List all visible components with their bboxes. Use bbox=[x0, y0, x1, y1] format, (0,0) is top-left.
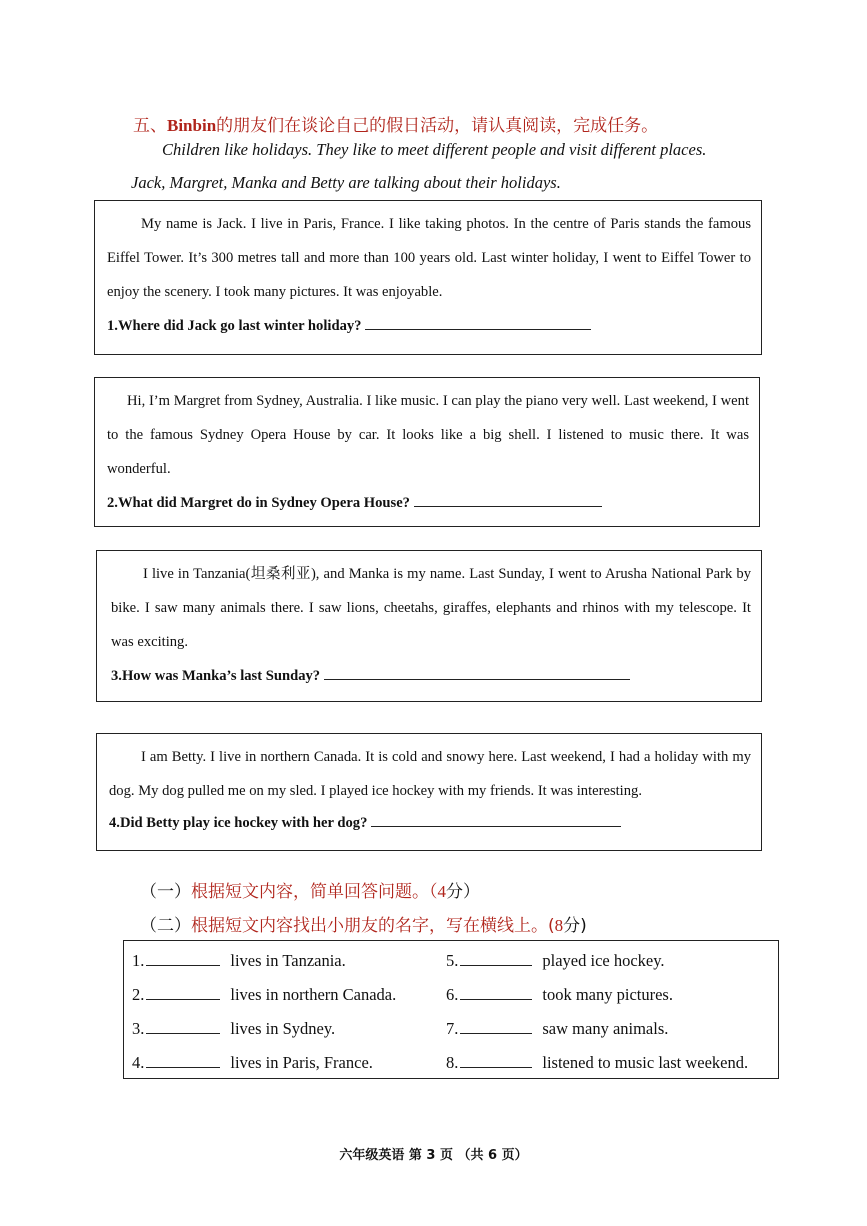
intro-line-2: Jack, Margret, Manka and Betty are talking about their holidays. bbox=[131, 173, 561, 192]
passage-text: Hi, I’m Margret from Sydney, Australia. I like music. I can play the piano very well. Last weekend, I went to the famous Sydney Opera House by car. It looks like a big shell. I listened to music there. It was wonderful. bbox=[107, 393, 749, 477]
question-text: 3.How was Manka’s last Sunday? bbox=[111, 668, 321, 684]
name-match-box bbox=[123, 940, 779, 1079]
item-number: 4. bbox=[132, 1053, 145, 1072]
task-two-suffix: 分) bbox=[563, 916, 587, 936]
match-item bbox=[446, 1012, 748, 1046]
match-item bbox=[446, 944, 748, 978]
match-item bbox=[132, 1012, 446, 1046]
match-item bbox=[132, 944, 446, 978]
item-text: saw many animals. bbox=[542, 1019, 669, 1038]
match-row bbox=[132, 944, 748, 978]
item-text: took many pictures. bbox=[542, 985, 673, 1004]
question-text: 1.Where did Jack go last winter holiday? bbox=[107, 318, 362, 334]
passage-text: I am Betty. I live in northern Canada. It is cold and snowy here. Last weekend, I had a holiday with my dog. My dog pulled me on my sled. I played ice hockey with my friends. It was interesting. bbox=[109, 749, 751, 799]
page-footer: 六年级英语 第 3 页 （共 6 页） bbox=[339, 1148, 528, 1163]
match-item bbox=[446, 1046, 748, 1080]
task-two-prefix: （二） bbox=[140, 916, 191, 936]
section-instruction: 的朋友们在谈论自己的假日活动，请认真阅读，完成任务。 bbox=[216, 116, 659, 136]
section-name: Binbin bbox=[167, 116, 217, 135]
task-one-suffix: 分） bbox=[446, 882, 480, 902]
name-blank[interactable] bbox=[460, 1053, 532, 1068]
match-item bbox=[446, 978, 748, 1012]
passage-box-margret bbox=[94, 377, 760, 527]
question-text: 2.What did Margret do in Sydney Opera House? bbox=[107, 495, 410, 511]
passage-box-jack bbox=[94, 200, 762, 355]
question-item bbox=[107, 309, 751, 343]
task-one-text: 根据短文内容，简单回答问题。（ bbox=[191, 882, 438, 902]
answer-blank[interactable] bbox=[324, 667, 630, 680]
task-one-score: 4 bbox=[437, 882, 446, 901]
item-number: 7. bbox=[446, 1019, 459, 1038]
task-one-instruction bbox=[140, 877, 480, 902]
passage-text: My name is Jack. I live in Paris, France. I like taking photos. In the centre of Paris stands the famous Eiffel Tower. It’s 300 metres tall and more than 100 years old. Last winter holiday, I went to Eiffel Tower to enjoy the scenery. I took many pictures. It was enjoyable. bbox=[107, 216, 751, 300]
intro-line-1: Children like holidays. They like to meet different people and visit different places. bbox=[162, 140, 707, 159]
question-item bbox=[111, 659, 751, 693]
item-text: lives in northern Canada. bbox=[230, 985, 397, 1004]
match-row bbox=[132, 1012, 748, 1046]
item-text: lives in Tanzania. bbox=[230, 951, 346, 970]
match-row bbox=[132, 1046, 748, 1080]
name-blank[interactable] bbox=[146, 985, 220, 1000]
match-row bbox=[132, 978, 748, 1012]
match-item bbox=[132, 978, 446, 1012]
item-number: 2. bbox=[132, 985, 145, 1004]
name-blank[interactable] bbox=[146, 951, 220, 966]
passage-box-betty bbox=[96, 733, 762, 851]
name-blank[interactable] bbox=[146, 1019, 220, 1034]
item-text: lives in Paris, France. bbox=[230, 1053, 373, 1072]
passage-text: I live in Tanzania(坦桑利亚), and Manka is my name. Last Sunday, I went to Arusha National Park by bike. I saw many animals there. I saw lions, cheetahs, giraffes, elephants and rhinos with my telescope. It was exciting. bbox=[111, 566, 751, 650]
name-blank[interactable] bbox=[460, 1019, 532, 1034]
answer-blank[interactable] bbox=[414, 494, 602, 507]
section-heading bbox=[133, 111, 658, 136]
question-item bbox=[107, 486, 749, 520]
name-blank[interactable] bbox=[460, 951, 532, 966]
name-blank[interactable] bbox=[460, 985, 532, 1000]
item-text: played ice hockey. bbox=[542, 951, 665, 970]
answer-blank[interactable] bbox=[365, 317, 591, 330]
name-blank[interactable] bbox=[146, 1053, 220, 1068]
task-two-text: 根据短文内容找出小朋友的名字，写在横线上。( bbox=[191, 916, 555, 936]
item-number: 1. bbox=[132, 951, 145, 970]
item-number: 8. bbox=[446, 1053, 459, 1072]
question-item bbox=[109, 808, 751, 838]
item-number: 3. bbox=[132, 1019, 145, 1038]
name-match-table bbox=[132, 944, 748, 1080]
task-one-prefix: （一） bbox=[140, 882, 191, 902]
task-two-instruction bbox=[140, 911, 587, 936]
task-two-score: 8 bbox=[554, 916, 564, 935]
section-label: 五、 bbox=[133, 116, 167, 136]
item-number: 5. bbox=[446, 951, 459, 970]
item-number: 6. bbox=[446, 985, 459, 1004]
item-text: lives in Sydney. bbox=[230, 1019, 336, 1038]
passage-box-manka bbox=[96, 550, 762, 702]
item-text: listened to music last weekend. bbox=[542, 1053, 749, 1072]
match-item bbox=[132, 1046, 446, 1080]
question-text: 4.Did Betty play ice hockey with her dog? bbox=[109, 815, 368, 831]
answer-blank[interactable] bbox=[371, 814, 621, 827]
